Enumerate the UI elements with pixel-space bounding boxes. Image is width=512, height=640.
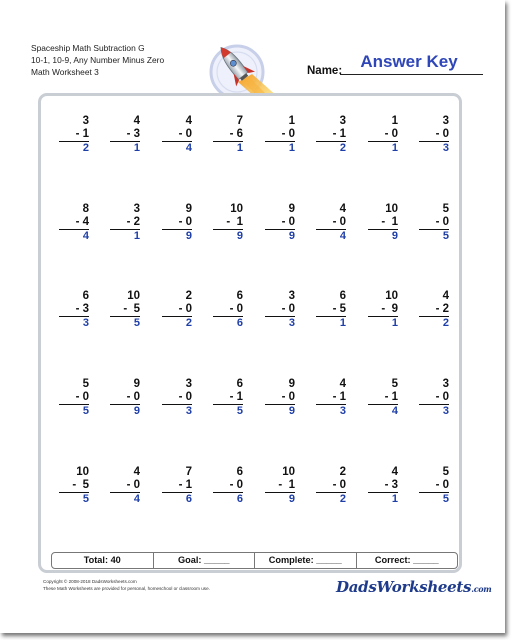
subtrahend: - 0 — [332, 478, 346, 491]
minuend: 4 — [339, 378, 346, 390]
subtrahend: - 2 — [126, 215, 140, 228]
subtrahend: - 0 — [435, 390, 449, 403]
answer: 2 — [82, 142, 89, 154]
minuend: 3 — [442, 378, 449, 390]
minuend: 9 — [288, 203, 295, 215]
answer: 9 — [133, 405, 140, 417]
subtrahend: - 0 — [435, 127, 449, 140]
problem-2-7 — [368, 203, 398, 242]
brand-suffix: .com — [471, 584, 492, 594]
subtrahend: - 5 — [72, 478, 89, 491]
answer: 4 — [185, 142, 192, 154]
subtrahend: - 0 — [435, 478, 449, 491]
problem-1-7 — [368, 115, 398, 154]
subtrahend: - 5 — [332, 302, 346, 315]
minuend: 5 — [391, 378, 398, 390]
problem-2-5 — [265, 203, 295, 242]
minuend: 10 — [385, 290, 398, 302]
subtrahend: - 0 — [178, 302, 192, 315]
answer: 3 — [339, 405, 346, 417]
answer: 1 — [288, 142, 295, 154]
minuend: 7 — [236, 115, 243, 127]
subtrahend: - 0 — [332, 215, 346, 228]
minuend: 2 — [339, 466, 346, 478]
answer: 4 — [339, 230, 346, 242]
problem-4-7 — [368, 378, 398, 417]
subtrahend: - 1 — [278, 478, 295, 491]
subtrahend: - 0 — [178, 127, 192, 140]
subtrahend: - 1 — [226, 215, 243, 228]
goal-field[interactable]: Goal: _____ — [153, 553, 255, 568]
problem-3-2 — [110, 290, 140, 329]
problem-3-7 — [368, 290, 398, 329]
minuend: 3 — [185, 378, 192, 390]
problem-1-4 — [213, 115, 243, 154]
subtrahend: - 0 — [229, 302, 243, 315]
answer: 5 — [82, 493, 89, 505]
problem-3-3 — [162, 290, 192, 329]
problem-2-6 — [316, 203, 346, 242]
answer: 5 — [133, 317, 140, 329]
worksheet-subtitle: 10-1, 10-9, Any Number Minus Zero — [31, 55, 165, 65]
answer: 5 — [82, 405, 89, 417]
problem-1-2 — [110, 115, 140, 154]
problem-5-2 — [110, 466, 140, 505]
problem-1-1 — [59, 115, 89, 154]
minuend: 7 — [185, 466, 192, 478]
subtrahend: - 3 — [126, 127, 140, 140]
minuend: 6 — [339, 290, 346, 302]
subtrahend: - 1 — [332, 127, 346, 140]
total-field: Total: 40 — [83, 555, 121, 565]
subtrahend: - 0 — [435, 215, 449, 228]
answer: 3 — [288, 317, 295, 329]
problem-3-8 — [419, 290, 449, 329]
problem-3-6 — [316, 290, 346, 329]
answer: 3 — [442, 405, 449, 417]
answer: 9 — [288, 230, 295, 242]
subtrahend: - 0 — [229, 478, 243, 491]
minuend: 3 — [133, 203, 140, 215]
minuend: 4 — [133, 466, 140, 478]
minuend: 2 — [185, 290, 192, 302]
complete-field[interactable]: Complete: _____ — [254, 553, 356, 568]
minuend: 10 — [282, 466, 295, 478]
problem-4-2 — [110, 378, 140, 417]
subtrahend: - 0 — [178, 215, 192, 228]
problem-1-5 — [265, 115, 295, 154]
answer: 2 — [339, 493, 346, 505]
problem-3-4 — [213, 290, 243, 329]
answer: 5 — [442, 493, 449, 505]
minuend: 3 — [442, 115, 449, 127]
usage-line: These Math Worksheets are provided for personal, homeschool or classroom use. — [43, 586, 210, 591]
subtrahend: - 0 — [126, 478, 140, 491]
correct-field[interactable]: Correct: _____ — [356, 553, 458, 568]
minuend: 3 — [288, 290, 295, 302]
subtrahend: - 0 — [281, 390, 295, 403]
minuend: 5 — [82, 378, 89, 390]
subtrahend: - 0 — [384, 127, 398, 140]
subtrahend: - 1 — [381, 215, 398, 228]
problem-4-8 — [419, 378, 449, 417]
problem-5-3 — [162, 466, 192, 505]
minuend: 10 — [230, 203, 243, 215]
name-field[interactable] — [340, 74, 483, 75]
minuend: 3 — [339, 115, 346, 127]
subtrahend: - 1 — [75, 127, 89, 140]
minuend: 6 — [236, 466, 243, 478]
answer: 6 — [236, 317, 243, 329]
minuend: 1 — [391, 115, 398, 127]
minuend: 10 — [127, 290, 140, 302]
problem-5-1 — [59, 466, 89, 505]
answer: 1 — [133, 142, 140, 154]
minuend: 4 — [442, 290, 449, 302]
answer: 3 — [185, 405, 192, 417]
minuend: 8 — [82, 203, 89, 215]
subtrahend: - 9 — [381, 302, 398, 315]
subtrahend: - 0 — [75, 390, 89, 403]
problem-1-8 — [419, 115, 449, 154]
minuend: 9 — [288, 378, 295, 390]
answer: 6 — [185, 493, 192, 505]
answer: 2 — [442, 317, 449, 329]
minuend: 4 — [133, 115, 140, 127]
subtrahend: - 3 — [75, 302, 89, 315]
answer: 9 — [391, 230, 398, 242]
problems-frame — [38, 93, 462, 573]
problem-3-5 — [265, 290, 295, 329]
subtrahend: - 5 — [123, 302, 140, 315]
problem-3-1 — [59, 290, 89, 329]
minuend: 4 — [339, 203, 346, 215]
answer: 4 — [82, 230, 89, 242]
answer: 1 — [236, 142, 243, 154]
subtrahend: - 0 — [281, 127, 295, 140]
problem-2-1 — [59, 203, 89, 242]
minuend: 5 — [442, 203, 449, 215]
problem-2-3 — [162, 203, 192, 242]
problem-5-5 — [265, 466, 295, 505]
problem-4-1 — [59, 378, 89, 417]
answer: 3 — [82, 317, 89, 329]
problem-2-4 — [213, 203, 243, 242]
answer: 1 — [391, 142, 398, 154]
problem-1-3 — [162, 115, 192, 154]
minuend: 5 — [442, 466, 449, 478]
answer: 6 — [236, 493, 243, 505]
minuend: 3 — [82, 115, 89, 127]
subtrahend: - 2 — [435, 302, 449, 315]
answer: 1 — [339, 317, 346, 329]
answer: 2 — [185, 317, 192, 329]
answer: 1 — [391, 317, 398, 329]
subtrahend: - 1 — [229, 390, 243, 403]
problem-5-6 — [316, 466, 346, 505]
answer: 9 — [288, 493, 295, 505]
answer: 2 — [339, 142, 346, 154]
problem-4-3 — [162, 378, 192, 417]
minuend: 10 — [76, 466, 89, 478]
subtrahend: - 1 — [178, 478, 192, 491]
subtrahend: - 0 — [126, 390, 140, 403]
answer: 4 — [391, 405, 398, 417]
answer: 9 — [185, 230, 192, 242]
minuend: 4 — [391, 466, 398, 478]
copyright-line: Copyright © 2008-2018 DadsWorksheets.com — [43, 579, 137, 584]
answer: 9 — [288, 405, 295, 417]
minuend: 9 — [185, 203, 192, 215]
minuend: 9 — [133, 378, 140, 390]
problem-5-4 — [213, 466, 243, 505]
answer: 9 — [236, 230, 243, 242]
subtrahend: - 1 — [384, 390, 398, 403]
worksheet-number: Math Worksheet 3 — [31, 67, 99, 77]
worksheet-title: Spaceship Math Subtraction G — [31, 43, 145, 53]
minuend: 6 — [236, 378, 243, 390]
subtrahend: - 0 — [281, 215, 295, 228]
problem-2-8 — [419, 203, 449, 242]
brand-name: DadsWorksheets — [336, 578, 472, 596]
answer: 1 — [391, 493, 398, 505]
minuend: 4 — [185, 115, 192, 127]
subtrahend: - 0 — [178, 390, 192, 403]
problem-2-2 — [110, 203, 140, 242]
problem-5-8 — [419, 466, 449, 505]
score-bar — [51, 552, 458, 569]
subtrahend: - 6 — [229, 127, 243, 140]
answer: 5 — [442, 230, 449, 242]
problem-4-5 — [265, 378, 295, 417]
minuend: 6 — [236, 290, 243, 302]
subtrahend: - 0 — [281, 302, 295, 315]
brand-logo — [336, 578, 491, 596]
minuend: 1 — [288, 115, 295, 127]
answer: 3 — [442, 142, 449, 154]
subtrahend: - 1 — [332, 390, 346, 403]
name-label: Name: — [307, 65, 343, 77]
minuend: 10 — [385, 203, 398, 215]
subtrahend: - 3 — [384, 478, 398, 491]
problem-1-6 — [316, 115, 346, 154]
minuend: 6 — [82, 290, 89, 302]
problem-4-6 — [316, 378, 346, 417]
problem-4-4 — [213, 378, 243, 417]
answer-key-label: Answer Key — [360, 52, 458, 71]
problem-5-7 — [368, 466, 398, 505]
answer: 5 — [236, 405, 243, 417]
answer: 1 — [133, 230, 140, 242]
answer: 4 — [133, 493, 140, 505]
subtrahend: - 4 — [75, 215, 89, 228]
